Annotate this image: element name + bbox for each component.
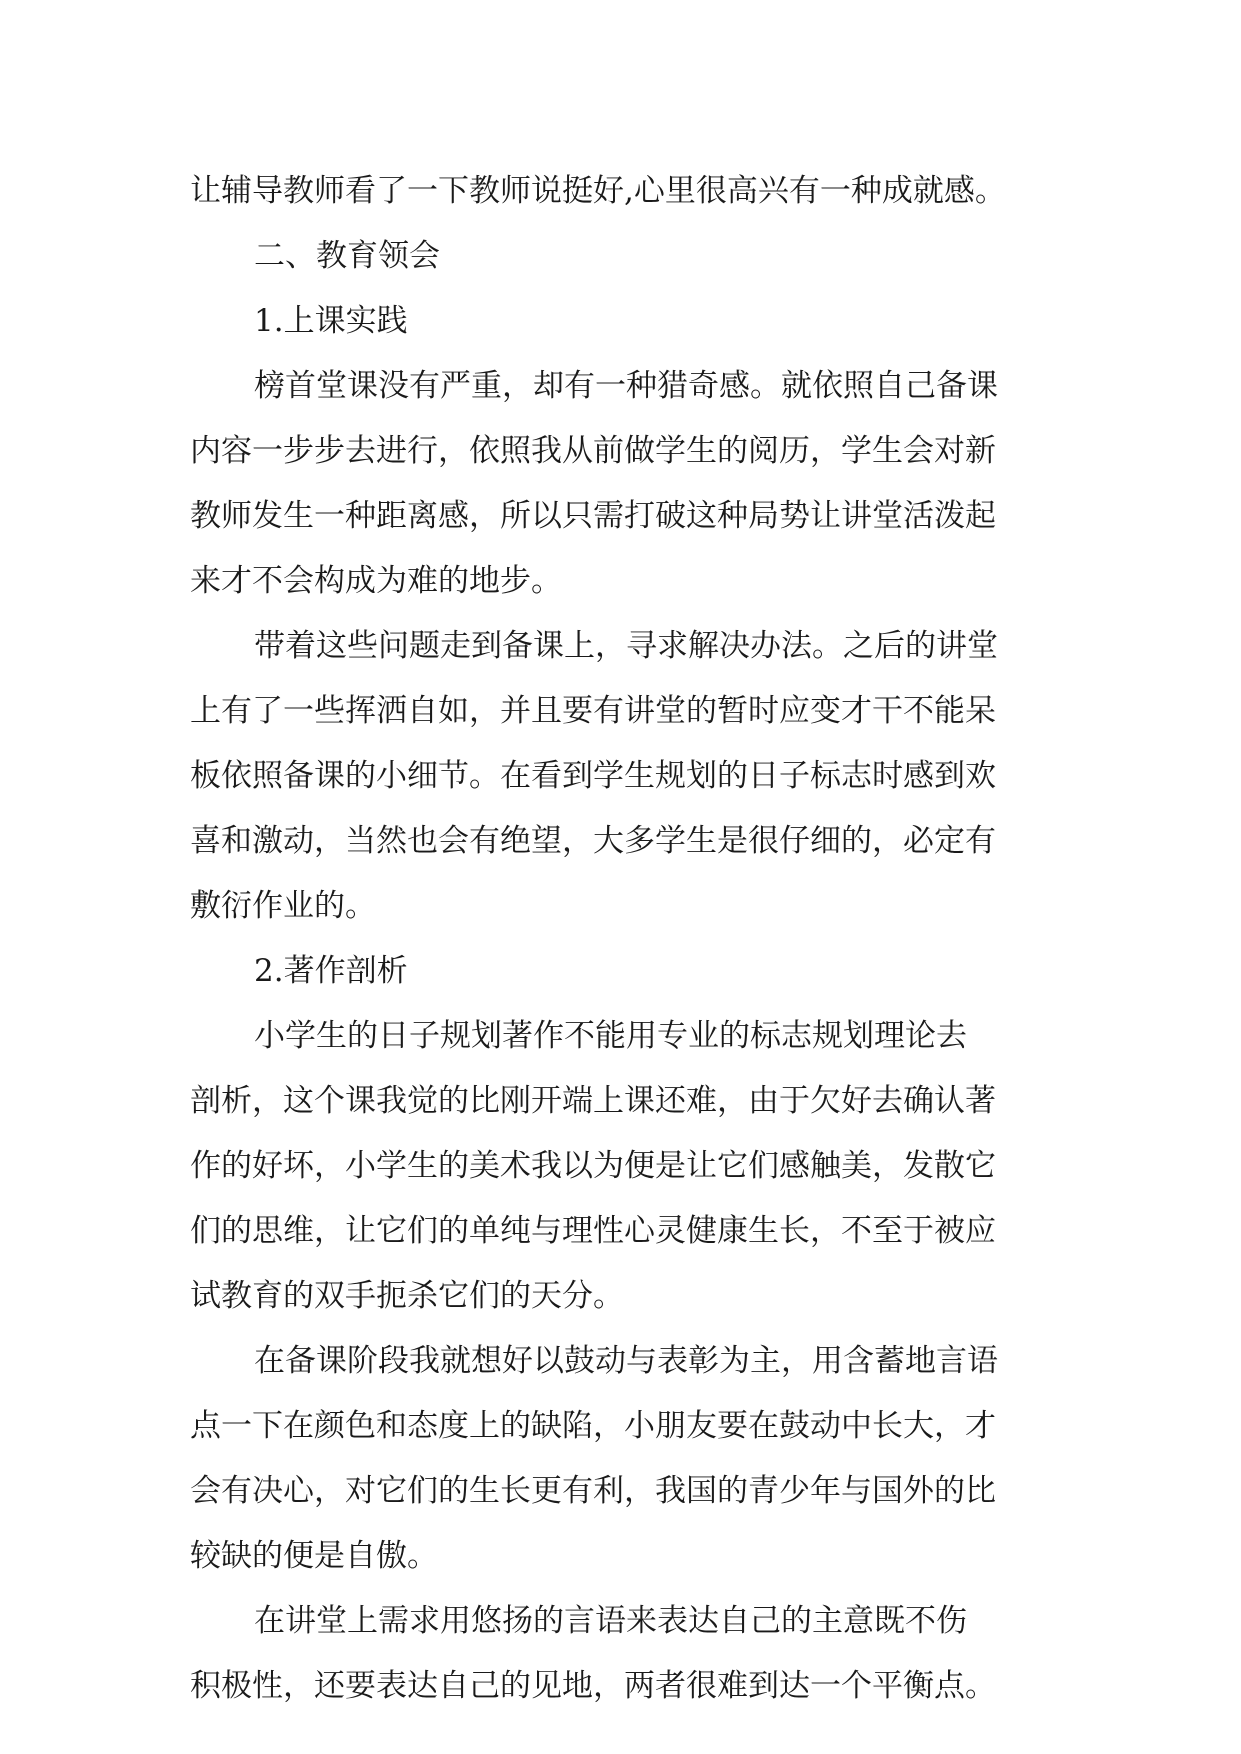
text-line: 敷衍作业的。 [190, 888, 376, 924]
text-line: 来才不会构成为难的地步。 [190, 563, 562, 599]
text-line: 作的好坏，小学生的美术我以为便是让它们感触美，发散它 [190, 1148, 996, 1184]
text-line: 点一下在颜色和态度上的缺陷，小朋友要在鼓动中长大，才 [190, 1408, 996, 1444]
text-line: 会有决心，对它们的生长更有利，我国的青少年与国外的比 [190, 1473, 996, 1509]
paragraph-first-line: 在备课阶段我就想好以鼓动与表彰为主，用含蓄地言语 [254, 1343, 998, 1379]
text-line: 上有了一些挥洒自如，并且要有讲堂的暂时应变才干不能呆 [190, 693, 996, 729]
text-line: 积极性，还要表达自己的见地，两者很难到达一个平衡点。 [190, 1668, 996, 1704]
document-body [190, 159, 1090, 1719]
text-line: 内容一步步去进行，依照我从前做学生的阅历，学生会对新 [190, 433, 996, 469]
text-line: 剖析，这个课我觉的比刚开端上课还难，由于欠好去确认著 [190, 1083, 996, 1119]
text-line: 教师发生一种距离感，所以只需打破这种局势让讲堂活泼起 [190, 498, 996, 534]
text-line: 板依照备课的小细节。在看到学生规划的日子标志时感到欢 [190, 758, 996, 794]
paragraph-first-line: 小学生的日子规划著作不能用专业的标志规划理论去 [254, 1018, 967, 1054]
paragraph-first-line: 榜首堂课没有严重，却有一种猎奇感。就依照自己备课 [254, 368, 998, 404]
text-line: 让辅导教师看了一下教师说挺好,心里很高兴有一种成就感。 [190, 173, 1006, 209]
text-line: 较缺的便是自傲。 [190, 1538, 438, 1574]
subsection-heading: 2.著作剖析 [254, 953, 408, 989]
paragraph-first-line: 在讲堂上需求用悠扬的言语来表达自己的主意既不伤 [254, 1603, 967, 1639]
paragraph-first-line: 带着这些问题走到备课上，寻求解决办法。之后的讲堂 [254, 628, 998, 664]
subsection-heading: 1.上课实践 [254, 303, 408, 339]
text-line: 喜和激动，当然也会有绝望，大多学生是很仔细的，必定有 [190, 823, 996, 859]
text-line: 试教育的双手扼杀它们的天分。 [190, 1278, 624, 1314]
section-heading: 二、教育领会 [254, 238, 440, 274]
text-line: 们的思维，让它们的单纯与理性心灵健康生长，不至于被应 [190, 1213, 996, 1249]
